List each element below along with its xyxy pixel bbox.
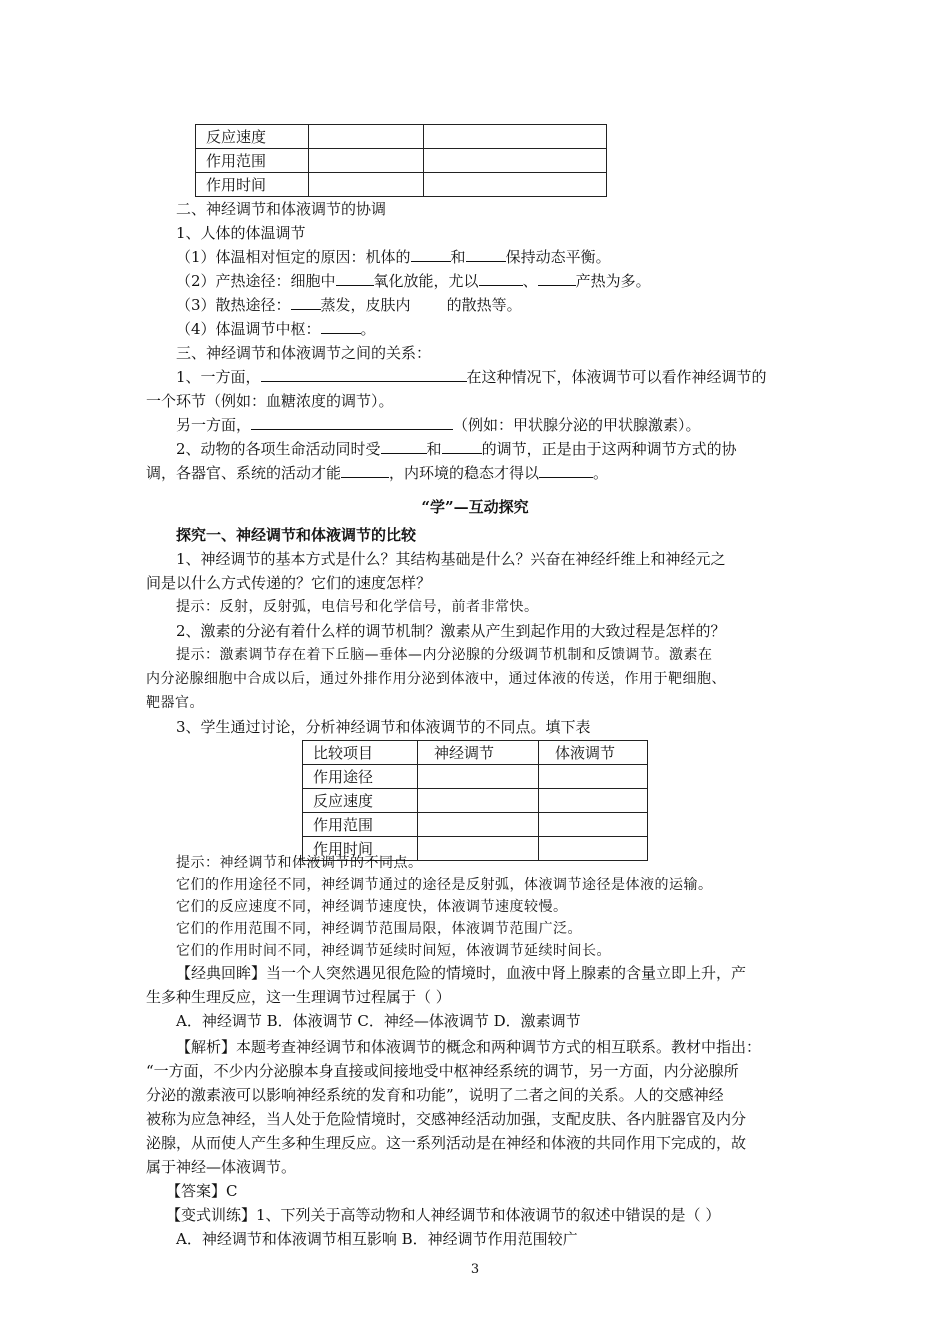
analysis-line: 属于神经—体液调节。 [146, 1158, 297, 1176]
table-cell: 作用时间 [303, 837, 418, 861]
table-cell [418, 765, 539, 789]
table-cell [309, 125, 424, 149]
table-cell: 作用时间 [196, 173, 309, 197]
table-header-cell: 神经调节 [418, 741, 539, 765]
table-cell [424, 125, 607, 149]
table-cell [424, 173, 607, 197]
hint-line: 它们的作用时间不同，神经调节延续时间短，体液调节延续时间长。 [176, 943, 611, 959]
comparison-table [302, 740, 648, 861]
hint-line: 提示：激素调节存在着下丘脑—垂体—内分泌腺的分级调节机制和反馈调节。激素在 [176, 647, 713, 663]
subheading: 1、人体的体温调节 [176, 224, 306, 242]
hint-line: 它们的反应速度不同，神经调节速度快，体液调节速度较慢。 [176, 899, 568, 915]
table-header-cell: 比较项目 [303, 741, 418, 765]
question-line: 2、激素的分泌有着什么样的调节机制？激素从产生到起作用的大致过程是怎样的？ [176, 622, 726, 640]
table-cell [418, 789, 539, 813]
table-row [196, 149, 607, 173]
table-cell [539, 813, 648, 837]
analysis-line: 分泌的激素液可以影响神经系统的发育和功能”，说明了二者之间的关系。人的交感神经 [146, 1086, 724, 1104]
table-cell: 反应速度 [303, 789, 418, 813]
table-row [303, 789, 648, 813]
hint-line: 它们的作用范围不同，神经调节范围局限，体液调节范围广泛。 [176, 921, 582, 937]
question-line: 3、学生通过讨论，分析神经调节和体液调节的不同点。填下表 [176, 718, 591, 736]
question-line: 1、神经调节的基本方式是什么？其结构基础是什么？兴奋在神经纤维上和神经元之 [176, 550, 726, 568]
explore-heading: 探究一、神经调节和体液调节的比较 [176, 526, 417, 544]
analysis-line: 泌腺，从而使人产生多种生理反应。这一系列活动是在神经和体液的共同作用下完成的，故 [146, 1134, 747, 1152]
table-cell [418, 813, 539, 837]
answer-line: 【答案】C [166, 1182, 238, 1200]
variant-line: A．神经调节和体液调节相互影响 B．神经调节作用范围较广 [176, 1230, 578, 1248]
text-line: 一个环节（例如：血糖浓度的调节）。 [146, 392, 394, 410]
table-row [303, 813, 648, 837]
table-cell [309, 173, 424, 197]
table-header-cell: 体液调节 [539, 741, 648, 765]
text-line: （4）体温调节中枢： 。 [176, 320, 376, 338]
hint-line: 内分泌腺细胞中合成以后，通过外排作用分泌到体液中，通过体液的传送，作用于靶细胞、 [146, 671, 726, 687]
table-cell: 反应速度 [196, 125, 309, 149]
analysis-line: 被称为应急神经，当人处于危险情境时，交感神经活动加强，支配皮肤、各内脏器官及内分 [146, 1110, 747, 1128]
table-row [303, 765, 648, 789]
page-number: 3 [470, 1262, 480, 1277]
table-cell [424, 149, 607, 173]
section-heading: 三、神经调节和体液调节之间的关系： [176, 344, 432, 362]
section-heading: 二、神经调节和体液调节的协调 [176, 200, 387, 218]
table-cell: 作用途径 [303, 765, 418, 789]
table-cell [539, 765, 648, 789]
hint-line: 靶器官。 [146, 695, 204, 711]
text-line: （1）体温相对恒定的原因：机体的 和 保持动态平衡。 [176, 248, 611, 266]
table-row [196, 173, 607, 197]
hint-line: 提示：神经调节和体液调节的不同点。 [176, 855, 423, 871]
text-line: 2、动物的各项生命活动同时受 和 的调节，正是由于这两种调节方式的协 [176, 440, 737, 458]
table-cell: 作用范围 [196, 149, 309, 173]
table-row [196, 125, 607, 149]
hint-line: 提示：反射，反射弧，电信号和化学信号，前者非常快。 [176, 599, 539, 615]
text-line: （2）产热途径：细胞中 氧化放能，尤以 、 产热为多。 [176, 272, 651, 290]
text-line: 1、一方面， 在这种情况下，体液调节可以看作神经调节的 [176, 368, 767, 386]
table-cell: 作用范围 [303, 813, 418, 837]
table-cell [539, 837, 648, 861]
hint-line: 它们的作用途径不同，神经调节通过的途径是反射弧，体液调节途径是体液的运输。 [176, 877, 713, 893]
question-line: 间是以什么方式传递的？它们的速度怎样？ [146, 574, 432, 592]
table-header-row [303, 741, 648, 765]
text-line: （3）散热途径： 蒸发，皮肤内 的散热等。 [176, 296, 522, 314]
classic-question: 【经典回眸】当一个人突然遇见很危险的情境时，血液中肾上腺素的含量立即上升，产 [176, 964, 747, 982]
variant-line: 【变式训练】1、下列关于高等动物和人神经调节和体液调节的叙述中错误的是（ ） [166, 1206, 721, 1224]
analysis-line: “一方面，不少内分泌腺本身直接或间接地受中枢神经系统的调节，另一方面，内分泌腺所 [146, 1062, 739, 1080]
analysis-line: 【解析】本题考查神经调节和体液调节的概念和两种调节方式的相互联系。教材中指出： [176, 1038, 762, 1056]
text-line: 另一方面， （例如：甲状腺分泌的甲状腺激素）。 [176, 416, 701, 434]
table-top [195, 124, 607, 197]
table-cell [309, 149, 424, 173]
section-title: “学”—互动探究 [421, 498, 529, 516]
text-line: 调，各器官、系统的活动才能 ，内环境的稳态才得以 。 [146, 464, 609, 482]
table-cell [539, 789, 648, 813]
classic-question: 生多种生理反应，这一生理调节过程属于（ ） [146, 988, 451, 1006]
table-cell [418, 837, 539, 861]
options-line: A．神经调节 B．体液调节 C．神经—体液调节 D．激素调节 [176, 1012, 581, 1030]
